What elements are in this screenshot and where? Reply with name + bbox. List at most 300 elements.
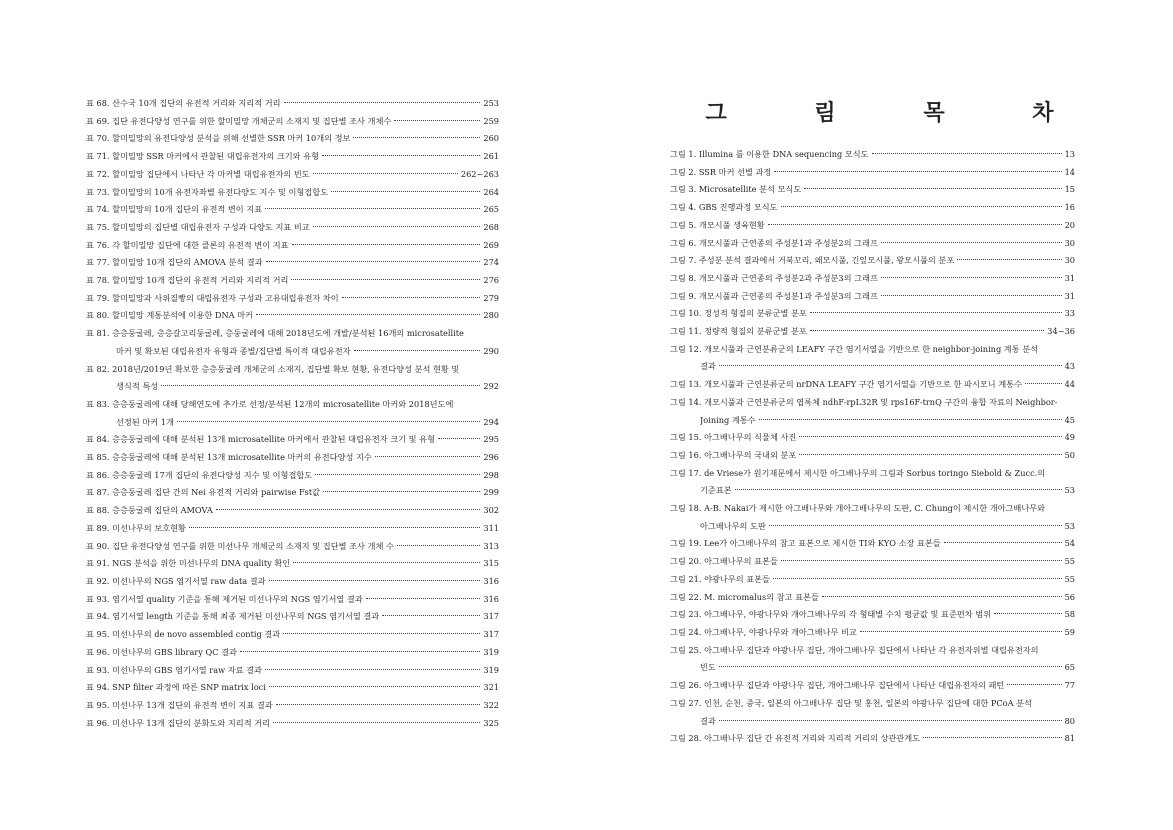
- page-number: 315: [483, 558, 499, 569]
- figure-list-item: [670, 235, 1075, 253]
- dot-leader: [944, 541, 1062, 543]
- figure-list-title: 그 림 목 차: [705, 100, 1094, 126]
- entry-label: 표 95.: [86, 699, 110, 710]
- entry-title: 할미밀망의 10개 유전자좌별 유전다양도 지수 및 이형접합도: [112, 186, 329, 197]
- page-number: 294: [483, 416, 499, 427]
- figure-list-item: [670, 571, 1075, 589]
- dot-leader: [265, 207, 480, 209]
- entry-label: 그림 24.: [670, 626, 702, 637]
- table-list-item: [86, 272, 499, 290]
- dot-leader: [353, 136, 480, 138]
- dot-leader: [822, 595, 1062, 597]
- table-list-item: [86, 396, 499, 431]
- dot-leader: [276, 703, 481, 705]
- entry-label: 그림 28.: [670, 733, 702, 744]
- dot-leader: [216, 508, 481, 510]
- entry-label: 표 74.: [86, 204, 110, 215]
- page-number: 321: [483, 682, 499, 693]
- page-number: 49: [1064, 432, 1075, 443]
- table-list-item: [86, 290, 499, 308]
- figure-list-item: [670, 217, 1075, 235]
- page-number: 253: [483, 98, 499, 108]
- figure-list-item: [670, 376, 1075, 394]
- page-number: 50: [1064, 449, 1075, 460]
- figure-list-item: [670, 500, 1075, 535]
- entry-title: 할미밀망의 유전다양성 분석을 위해 선별한 SSR 마커 10개의 정보: [112, 133, 351, 144]
- figure-list-item: [670, 553, 1075, 571]
- entry-title: Microsatellite 분석 모식도: [698, 184, 802, 195]
- entry-label: 그림 21.: [670, 573, 702, 584]
- figure-list-item: [670, 730, 1075, 748]
- entry-title-continued: 마커 및 확보된 대립유전자 유형과 종별/집단별 특이적 대립유전자: [116, 345, 351, 356]
- table-list-item: [86, 449, 499, 467]
- entry-title: 개모시풀과 근연종의 주성분1과 주성분2의 그래프: [698, 237, 878, 248]
- entry-title: 개모시풀과 근연분류군의 LEAFY 구간 염기서열을 기반으로 한 neighbor-joining 계통 분석: [704, 343, 1039, 354]
- page-number: 274: [483, 257, 499, 268]
- entry-label: 표 83.: [86, 398, 110, 409]
- entry-title: 정성적 형질의 분류군별 분포: [704, 308, 807, 319]
- entry-title: 할미밀망 SSR 마커에서 관찰된 대립유전자의 크기와 유형: [112, 151, 320, 162]
- dot-leader: [781, 559, 1062, 561]
- entry-title: 할미밀망의 집단별 대립유전자 구성과 다양도 지표 비교: [112, 221, 310, 232]
- page-number: 261: [483, 151, 499, 162]
- entry-title: 아그배나무 집단과 야광나무 집단, 개아그배나무 집단에서 나타난 대립유전자의 패턴: [704, 680, 1005, 691]
- entry-title: 미선나무의 GBS 염기서열 raw 자료 결과: [112, 664, 262, 675]
- entry-title: 개모시풀과 근연종의 주성분1과 주성분3의 그래프: [698, 290, 878, 301]
- table-list-item: [86, 166, 499, 184]
- page-number: 53: [1064, 520, 1075, 531]
- dot-leader: [768, 223, 1062, 225]
- table-list-item: [86, 254, 499, 272]
- table-list-item: [86, 467, 499, 485]
- entry-label: 그림 7.: [670, 255, 697, 266]
- page-number: 319: [483, 646, 499, 657]
- dot-leader: [872, 152, 1062, 154]
- entry-label: 그림 8.: [670, 272, 697, 283]
- table-list: [86, 95, 499, 732]
- page-number: 260: [483, 133, 499, 144]
- table-list-item: [86, 520, 499, 538]
- entry-title: 인천, 순천, 중국, 일본의 아그배나무 집단 및 홍천, 일본의 야광나무 집단에 대한 PCoA 분석: [704, 697, 1032, 708]
- entry-label: 표 95.: [86, 629, 110, 640]
- table-list-item: [86, 538, 499, 556]
- figure-list-item: [670, 164, 1075, 182]
- dot-leader: [781, 205, 1062, 207]
- dot-leader: [810, 329, 1045, 331]
- entry-title: 아그배나무 집단 간 유전적 거리와 지리적 거리의 상관관계도: [704, 733, 921, 744]
- dot-leader: [994, 612, 1061, 614]
- entry-title-continued: 빈도: [700, 662, 716, 673]
- page-number: 65: [1064, 662, 1075, 673]
- dot-leader: [161, 384, 480, 386]
- page-number: 34~36: [1047, 326, 1075, 337]
- figure-list-item: [670, 589, 1075, 607]
- dot-leader: [177, 420, 480, 422]
- entry-label: 그림 11.: [670, 326, 702, 337]
- page-number: 265: [483, 204, 499, 215]
- figure-list-item: [670, 252, 1075, 270]
- figure-list-item: [670, 323, 1075, 341]
- entry-title: 할미밀망 10개 집단의 AMOVA 분석 결과: [112, 257, 263, 268]
- entry-label: 그림 25.: [670, 644, 702, 655]
- table-list-item: [86, 431, 499, 449]
- dot-leader: [256, 313, 480, 315]
- entry-title: 2018년/2019년 확보한 층층둥굴레 개체군의 소재지, 집단별 확보 현황, 유전다양성 분석 현황 및: [112, 363, 460, 374]
- dot-leader: [293, 561, 480, 563]
- figure-list-item: [670, 199, 1075, 217]
- entry-label: 표 75.: [86, 221, 110, 232]
- dot-leader: [1025, 382, 1062, 384]
- figure-list-item: [670, 288, 1075, 306]
- dot-leader: [769, 524, 1062, 526]
- dot-leader: [735, 488, 1062, 490]
- dot-leader: [266, 260, 481, 262]
- table-list-item: [86, 591, 499, 609]
- entry-title: 층층둥굴레 17개 집단의 유전다양성 지수 및 이형접합도: [112, 469, 313, 480]
- figure-list-item: [670, 394, 1075, 429]
- entry-label: 표 92.: [86, 575, 110, 586]
- entry-label: 그림 27.: [670, 697, 702, 708]
- entry-label: 그림 1.: [670, 149, 697, 159]
- page-number: 290: [483, 345, 499, 356]
- table-list-item: [86, 697, 499, 715]
- entry-label: 그림 17.: [670, 467, 702, 478]
- dot-leader: [322, 154, 480, 156]
- entry-label: 표 72.: [86, 168, 110, 179]
- page-number: 302: [483, 505, 499, 516]
- page-number: 280: [483, 310, 499, 321]
- entry-title: 할미밀망 10개 집단의 유전적 거리와 지리적 거리: [112, 275, 289, 286]
- entry-title: 미선나무 13개 집단의 유전적 변이 지표 결과: [112, 699, 273, 710]
- entry-title: 아그배나무, 야광나무와 개아그배나무의 각 형태별 수치 평균값 및 표준편차 범위: [704, 609, 992, 620]
- entry-label: 표 69.: [86, 115, 110, 126]
- page-number: 13: [1064, 149, 1075, 159]
- table-list-item: [86, 130, 499, 148]
- entry-label: 표 71.: [86, 151, 110, 162]
- dot-leader: [375, 455, 481, 457]
- entry-label: 그림 2.: [670, 166, 697, 177]
- entry-label: 표 82.: [86, 363, 110, 374]
- entry-title: 미선나무의 NGS 염기서열 raw data 결과: [112, 575, 266, 586]
- page-number: 322: [483, 699, 499, 710]
- entry-label: 표 94.: [86, 611, 110, 622]
- entry-title: SNP filter 과정에 따른 SNP matrix loci: [112, 682, 266, 693]
- table-list-item: [86, 608, 499, 626]
- page-number: 259: [483, 115, 499, 126]
- entry-title: 염기서열 length 기준을 통해 최종 제거된 미선나무의 NGS 염기서열 결과: [112, 611, 380, 622]
- entry-title: 할미밀망과 사위질빵의 대립유전자 구성과 고유대립유전자 차이: [112, 292, 339, 303]
- entry-title: NGS 분석을 위한 미선나무의 DNA quality 확인: [112, 558, 291, 569]
- table-list-item: [86, 502, 499, 520]
- dot-leader: [957, 258, 1061, 260]
- entry-label: 그림 9.: [670, 290, 697, 301]
- dot-leader: [923, 736, 1062, 738]
- dot-leader: [881, 241, 1062, 243]
- entry-title: M. micromalus의 참고 표본들: [704, 591, 819, 602]
- table-list-item: [86, 679, 499, 697]
- table-list-item: [86, 113, 499, 131]
- dot-leader: [291, 278, 480, 280]
- entry-title: 할미밀망 계통분석에 이용한 DNA 마커: [112, 310, 253, 321]
- figure-list-item: [670, 695, 1075, 730]
- entry-label: 그림 13.: [670, 379, 702, 390]
- page-number: 325: [483, 717, 499, 728]
- page-number: 279: [483, 292, 499, 303]
- entry-title: 아그배나무의 표본들: [704, 556, 778, 567]
- table-list-item: [86, 715, 499, 733]
- entry-title: 정량적 형질의 분류군별 분포: [704, 326, 807, 337]
- figure-list-item: [670, 429, 1075, 447]
- page-number: 299: [483, 487, 499, 498]
- page-number: 268: [483, 221, 499, 232]
- figure-list-item: [670, 677, 1075, 695]
- dot-leader: [1007, 683, 1061, 685]
- table-list-item: [86, 555, 499, 573]
- dot-leader: [719, 665, 1062, 667]
- page-number: 276: [483, 275, 499, 286]
- figure-list-item: [670, 270, 1075, 288]
- entry-label: 표 78.: [86, 275, 110, 286]
- dot-leader: [189, 526, 480, 528]
- entry-title: 집단 유전다양성 연구를 위한 할미밀망 개체군의 소재지 및 집단별 조사 개체수: [112, 115, 392, 126]
- entry-label: 표 90.: [86, 540, 110, 551]
- dot-leader: [881, 294, 1062, 296]
- page-number: 53: [1064, 485, 1075, 496]
- figure-list-item: [670, 181, 1075, 199]
- entry-title: 층층둥굴레에 대해 분석된 13개 microsatellite 마커에서 관찰된 대립유전자 크기 및 유형: [112, 434, 435, 445]
- table-list-item: [86, 484, 499, 502]
- dot-leader: [366, 597, 481, 599]
- figure-list-item: [670, 606, 1075, 624]
- entry-title: 아그배나무의 국내외 분포: [704, 449, 797, 460]
- page-number: 30: [1064, 237, 1075, 248]
- entry-title: 야광나무의 표본들: [704, 573, 770, 584]
- dot-leader: [269, 685, 481, 687]
- entry-title: 층층둥굴레에 대해 분석된 13개 microsatellite 마커의 유전다양성 지수: [112, 452, 372, 463]
- page-number: 30: [1064, 255, 1075, 266]
- entry-label: 표 73.: [86, 186, 110, 197]
- figure-list-item: [670, 305, 1075, 323]
- dot-leader: [342, 296, 481, 298]
- dot-leader: [284, 101, 481, 103]
- page-number: 292: [483, 381, 499, 392]
- page-number: 43: [1064, 361, 1075, 372]
- page-number: 81: [1064, 733, 1075, 744]
- dot-leader: [292, 243, 481, 245]
- entry-title: 층층둥굴레 집단 간의 Nei 유전적 거리와 pairwise Fst값: [112, 487, 321, 498]
- page-number: 56: [1064, 591, 1075, 602]
- entry-label: 표 84.: [86, 434, 110, 445]
- entry-title: 개모시풀과 근연종의 주성분2과 주성분3의 그래프: [698, 272, 878, 283]
- entry-title-continued: 기준표본: [700, 485, 732, 496]
- entry-label: 그림 18.: [670, 503, 702, 514]
- entry-label: 표 93.: [86, 593, 110, 604]
- page-number: 319: [483, 664, 499, 675]
- entry-title: 아그배나무의 식물체 사진: [704, 432, 797, 443]
- page-number: 298: [483, 469, 499, 480]
- entry-label: 표 80.: [86, 310, 110, 321]
- dot-leader: [804, 187, 1061, 189]
- dot-leader: [860, 630, 1062, 632]
- entry-label: 그림 19.: [670, 538, 702, 549]
- page-number: 20: [1064, 219, 1075, 230]
- dot-leader: [810, 311, 1062, 313]
- table-list-item: [86, 237, 499, 255]
- table-list-item: [86, 662, 499, 680]
- entry-label: 그림 20.: [670, 556, 702, 567]
- entry-title-continued: 결과: [700, 361, 716, 372]
- entry-label: 그림 6.: [670, 237, 697, 248]
- entry-title: 각 할미밀망 집단에 대한 클론의 유전적 변이 지표: [112, 239, 289, 250]
- figure-list-item: [670, 447, 1075, 465]
- entry-title: 염기서열 quality 기준을 통해 제거된 미선나무의 NGS 염기서열 결과: [112, 593, 363, 604]
- page-number: 316: [483, 575, 499, 586]
- page-number: 317: [483, 611, 499, 622]
- table-list-item: [86, 95, 499, 113]
- dot-leader: [313, 172, 458, 174]
- dot-leader: [759, 418, 1062, 420]
- entry-title-continued: Joining 계통수: [700, 414, 756, 425]
- entry-title: 미선나무의 de novo assembled contig 결과: [112, 629, 281, 640]
- entry-title: 할미밀망의 10개 집단의 유전적 변이 지표: [112, 204, 263, 215]
- entry-label: 표 79.: [86, 292, 110, 303]
- page-number: 59: [1064, 626, 1075, 637]
- page-number: 31: [1064, 290, 1075, 301]
- entry-title-continued: 아그배나무의 도판: [700, 520, 766, 531]
- entry-title: 산수국 10개 집단의 유전적 거리와 지리적 거리: [112, 98, 281, 108]
- dot-leader: [394, 119, 480, 121]
- entry-title: 미선나무의 GBS library QC 결과: [112, 646, 237, 657]
- dot-leader: [719, 719, 1062, 721]
- entry-title: 층층둥굴레에 대해 당해연도에 추가로 선정/분석된 12개의 microsatellite 마커와 2018년도에: [112, 398, 454, 409]
- entry-label: 그림 14.: [670, 396, 702, 407]
- entry-label: 그림 26.: [670, 680, 702, 691]
- dot-leader: [881, 276, 1062, 278]
- page-number: 262~263: [460, 168, 499, 179]
- page-number: 44: [1064, 379, 1075, 390]
- entry-label: 그림 10.: [670, 308, 702, 319]
- entry-label: 그림 3.: [670, 184, 697, 195]
- dot-leader: [438, 437, 480, 439]
- entry-label: 표 91.: [86, 558, 110, 569]
- page-number: 80: [1064, 715, 1075, 726]
- table-list-item: [86, 573, 499, 591]
- table-list-item: [86, 307, 499, 325]
- page-number: 77: [1064, 680, 1075, 691]
- dot-leader: [240, 650, 480, 652]
- page-number: 45: [1064, 414, 1075, 425]
- entry-title: 개모시풀과 근연분류군의 nrDNA LEAFY 구간 염기서열을 기반으로 한 파시모니 계통수: [704, 379, 1023, 390]
- entry-title: 할미밀망 집단에서 나타난 각 마커별 대립유전자의 빈도: [112, 168, 310, 179]
- table-list-item: [86, 626, 499, 644]
- entry-label: 표 88.: [86, 505, 110, 516]
- entry-label: 그림 4.: [670, 202, 697, 213]
- figure-list: [670, 146, 1075, 748]
- page-number: 55: [1064, 573, 1075, 584]
- dot-leader: [283, 632, 480, 634]
- entry-title-continued: 생식적 특성: [116, 381, 159, 392]
- entry-label: 표 86.: [86, 469, 110, 480]
- dot-leader: [313, 225, 481, 227]
- dot-leader: [265, 668, 480, 670]
- page-number: 296: [483, 452, 499, 463]
- entry-label: 표 96.: [86, 717, 110, 728]
- table-list-item: [86, 201, 499, 219]
- page-number: 316: [483, 593, 499, 604]
- dot-leader: [397, 544, 480, 546]
- entry-title: 개모시풀과 근연분류군의 엽록체 ndhF-rpL32R 및 rps16F-trnQ 구간의 융합 자료의 Neighbor-: [704, 396, 1058, 407]
- page-number: 269: [483, 239, 499, 250]
- dot-leader: [719, 364, 1062, 366]
- table-list-item: [86, 644, 499, 662]
- dot-leader: [273, 721, 480, 723]
- figure-list-item: [670, 624, 1075, 642]
- entry-label: 그림 16.: [670, 449, 702, 460]
- entry-title-continued: 결과: [700, 715, 716, 726]
- page-number: 15: [1064, 184, 1075, 195]
- entry-title: SSR 마커 선별 과정: [698, 166, 772, 177]
- dot-leader: [354, 349, 481, 351]
- entry-title: 층층둥굴레, 층층갈고리둥굴레, 층둥굴레에 대해 2018년도에 개발/분석된 16개의 microsatellite: [112, 328, 464, 339]
- entry-label: 표 96.: [86, 646, 110, 657]
- entry-title: de Vriese가 원기재문에서 제시한 아그배나무의 그림과 Sorbus toringo Siebold & Zucc.의: [704, 467, 1046, 478]
- entry-title: Lee가 아그배나무의 참고 표본으로 제시한 TI와 KYO 소장 표본들: [704, 538, 941, 549]
- page-number: 54: [1064, 538, 1075, 549]
- entry-label: 표 76.: [86, 239, 110, 250]
- table-list-item: [86, 361, 499, 396]
- left-page: [0, 0, 586, 830]
- entry-label: 표 81.: [86, 328, 110, 339]
- entry-title: 미선나무 13개 집단의 분화도와 지리적 거리: [112, 717, 271, 728]
- dot-leader: [774, 170, 1061, 172]
- page-number: 311: [483, 522, 499, 533]
- entry-title: 집단 유전다양성 연구를 위한 미선나무 개체군의 소재지 및 집단별 조사 개체 수: [112, 540, 394, 551]
- entry-title: A-B. Nakai가 제시한 아그배나무와 개아그배나무의 도판, C. Chung이 제시한 개아그배나무와: [704, 503, 1046, 514]
- dot-leader: [799, 453, 1061, 455]
- entry-title: 개모시풀 생육현황: [698, 219, 765, 230]
- entry-label: 그림 23.: [670, 609, 702, 620]
- page-number: 313: [483, 540, 499, 551]
- entry-label: 표 87.: [86, 487, 110, 498]
- dot-leader: [323, 490, 480, 492]
- entry-title: GBS 진행과정 모식도: [698, 202, 778, 213]
- entry-label: 표 70.: [86, 133, 110, 144]
- entry-title: 아그배나무 집단과 야광나무 집단, 개아그배나무 집단에서 나타난 각 유전자위별 대립유전자의: [704, 644, 1039, 655]
- table-list-item: [86, 325, 499, 360]
- entry-label: 표 89.: [86, 522, 110, 533]
- page-number: 31: [1064, 272, 1075, 283]
- dot-leader: [799, 435, 1061, 437]
- entry-title: 미선나무의 보호현황: [112, 522, 186, 533]
- entry-label: 그림 15.: [670, 432, 702, 443]
- figure-list-item: [670, 341, 1075, 376]
- entry-label: 표 77.: [86, 257, 110, 268]
- page-number: 295: [483, 434, 499, 445]
- dot-leader: [773, 577, 1062, 579]
- dot-leader: [331, 190, 480, 192]
- dot-leader: [315, 473, 480, 475]
- table-list-item: [86, 148, 499, 166]
- page-number: 55: [1064, 556, 1075, 567]
- page-number: 317: [483, 629, 499, 640]
- entry-label: 표 93.: [86, 664, 110, 675]
- right-page: [586, 0, 1173, 830]
- page-number: 14: [1064, 166, 1075, 177]
- table-list-item: [86, 184, 499, 202]
- entry-title: Illumina 를 이용한 DNA sequencing 모식도: [698, 149, 869, 159]
- table-list-item: [86, 219, 499, 237]
- page-number: 33: [1064, 308, 1075, 319]
